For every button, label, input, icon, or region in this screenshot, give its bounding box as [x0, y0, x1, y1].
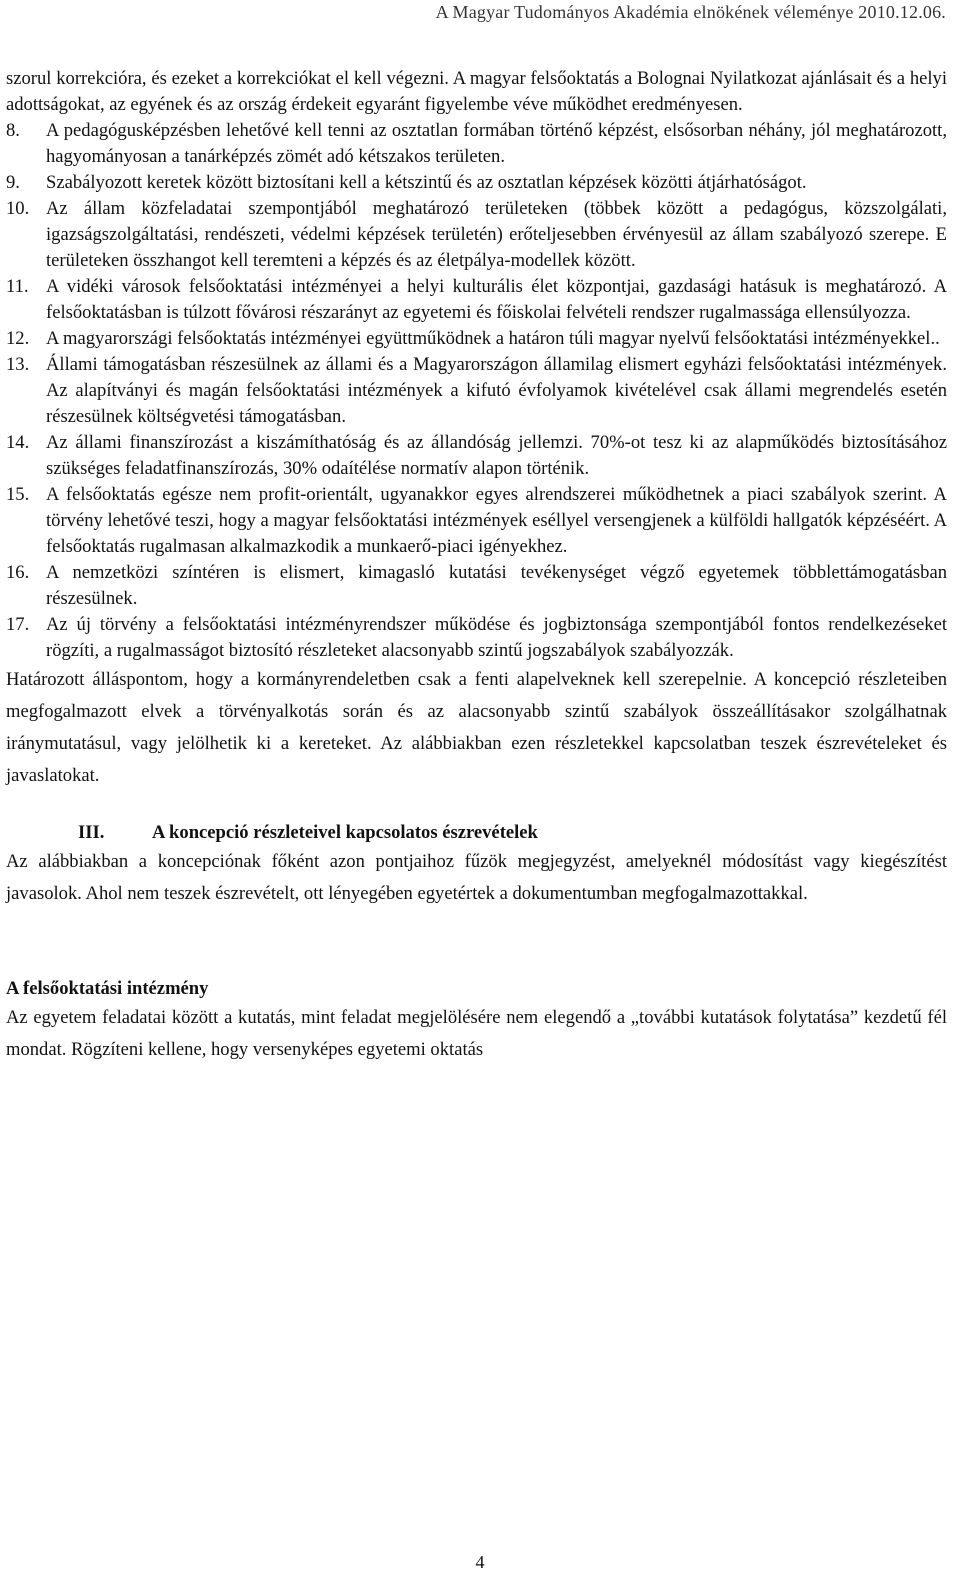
institution-paragraph: Az egyetem feladatai között a kutatás, mint feladat megjelölésére nem elegendő a „további kutatások folytatása” kezdetű fél mondat. Rögzíteni kellene, hogy versenyképes egyetemi oktatás	[6, 1007, 947, 1060]
section-title: A koncepció részleteivel kapcsolatos észrevételek	[152, 822, 538, 843]
list-item-number: 13.	[6, 354, 30, 375]
list-item-12	[6, 326, 947, 352]
list-item-text: A felsőoktatás egésze nem profit-orientált, ugyanakkor egyes alrendszerei működhetnek a piaci szabályok szerint. A törvény lehetővé teszi, hogy a magyar felsőoktatási intézmények eséllyel versengjenek a külföldi hallgatók képzéséért. A felsőoktatás rugalmasan alkalmazkodik a munkaerő-piaci igényekhez.	[46, 484, 947, 557]
list-item-9	[6, 170, 947, 196]
section-number: III.	[78, 822, 105, 843]
list-item-text: Az új törvény a felsőoktatási intézményrendszer működése és jogbiztonsága szempontjából fontos rendelkezéseket rögzíti, a rugalmasságot biztosító részleteket alacsonyabb szintű jogszabályok szabályozzák.	[46, 614, 947, 661]
list-item-text: Az állam közfeladatai szempontjából meghatározó területeken (többek között a pedagógus, közszolgálati, igazságszolgáltatási, rendészeti, védelmi képzések területén) erőteljesebben érvényesül az állam szabályozó szerepe. E területeken összhangot kell teremteni a képzés és az életpálya-modellek között.	[46, 198, 947, 271]
section-heading	[6, 820, 947, 846]
list-item-number: 10.	[6, 198, 30, 219]
list-item-13	[6, 352, 947, 430]
numbered-list	[6, 118, 947, 664]
intro-paragraph: Az alábbiakban a koncepciónak főként azon pontjaihoz fűzök megjegyzést, amelyeknél módosítást vagy kiegészítést javasolok. Ahol nem teszek észrevételt, ott lényegében egyetértek a dokumentumban megfogalmazottakkal.	[6, 851, 947, 904]
continuation-paragraph: szorul korrekcióra, és ezeket a korrekciókat el kell végezni. A magyar felsőoktatás a Bolognai Nyilatkozat ajánlásait és a helyi adottságokat, az egyének és az ország érdekeit egyaránt figyelembe véve működhet eredményesen.	[6, 68, 947, 115]
list-item-16	[6, 560, 947, 612]
list-item-text: A vidéki városok felsőoktatási intézményei a helyi kulturális élet központjai, gazdasági hatásuk is meghatározó. A felsőoktatásban is túlzott fővárosi részarányt az egyetemi és főiskolai felvételi rendszer rugalmassága ellensúlyozza.	[46, 276, 947, 323]
list-item-14	[6, 430, 947, 482]
list-item-8	[6, 118, 947, 170]
list-item-text: Szabályozott keretek között biztosítani kell a kétszintű és az osztatlan képzések közötti átjárhatóságot.	[46, 172, 807, 193]
list-item-15	[6, 482, 947, 560]
list-item-number: 11.	[6, 276, 29, 297]
list-item-11	[6, 274, 947, 326]
list-item-text: A magyarországi felsőoktatás intézményei együttműködnek a határon túli magyar nyelvű felsőoktatási intézményekkel..	[46, 328, 940, 349]
running-header: A Magyar Tudományos Akadémia elnökének véleménye 2010.12.06.	[435, 2, 946, 22]
list-item-17	[6, 612, 947, 664]
list-item-text: Az állami finanszírozást a kiszámíthatóság és az állandóság jellemzi. 70%-ot tesz ki az alapműködés biztosításához szükséges feladatfinanszírozás, 30% odaítélése normatív alapon történik.	[46, 432, 947, 479]
list-item-10	[6, 196, 947, 274]
page-number: 4	[475, 1552, 485, 1572]
subsection-heading: A felsőoktatási intézmény	[6, 978, 209, 999]
list-item-text: A nemzetközi színtéren is elismert, kimagasló kutatási tevékenységet végző egyetemek többlettámogatásban részesülnek.	[46, 562, 947, 609]
page-content	[6, 66, 947, 1066]
list-item-number: 17.	[6, 614, 30, 635]
conclusion-paragraph: Határozott álláspontom, hogy a kormányrendeletben csak a fenti alapelveknek kell szerepelnie. A koncepció részleteiben megfogalmazott elvek a törvényalkotás során és az alacsonyabb szintű szabályok összeállításakor szolgálhatnak iránymutatásul, vagy jelölhetik ki a kereteket. Az alábbiakban ezen részletekkel kapcsolatban teszek észrevételeket és javaslatokat.	[6, 669, 947, 786]
list-item-number: 8.	[6, 120, 20, 141]
list-item-text: A pedagógusképzésben lehetővé kell tenni az osztatlan formában történő képzést, elsősorban néhány, jól meghatározott, hagyományosan a tanárképzés zömét adó kétszakos területen.	[46, 120, 947, 167]
list-item-number: 16.	[6, 562, 30, 583]
list-item-number: 9.	[6, 172, 20, 193]
list-item-number: 12.	[6, 328, 30, 349]
list-item-number: 15.	[6, 484, 30, 505]
list-item-text: Állami támogatásban részesülnek az állami és a Magyarországon államilag elismert egyházi felsőoktatási intézmények. Az alapítványi és magán felsőoktatási intézmények a kifutó évfolyamok kivételével csak állami megrendelés esetén részesülnek költségvetési támogatásban.	[46, 354, 947, 427]
list-item-number: 14.	[6, 432, 30, 453]
